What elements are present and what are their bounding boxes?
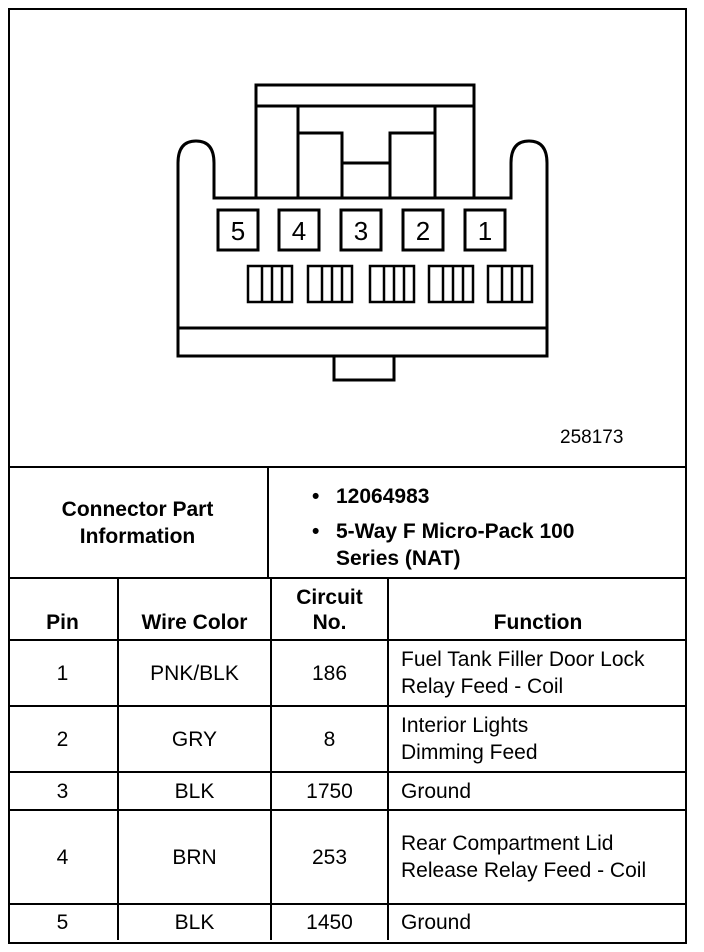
table-row xyxy=(8,810,687,904)
pin-label: 4 xyxy=(291,216,307,246)
connector-description: • 5-Way F Micro-Pack 100 Series (NAT) xyxy=(308,518,636,572)
table-header-row xyxy=(8,578,687,640)
wire-color-cell: PNK/BLK xyxy=(118,640,271,706)
pin-label: 1 xyxy=(477,216,493,246)
function-cell: Ground xyxy=(388,904,687,940)
header-pin: Pin xyxy=(8,578,118,640)
connector-info-label-text: Connector Part Information xyxy=(61,498,214,548)
function-cell: Rear Compartment Lid Release Relay Feed - Coil xyxy=(388,810,687,904)
pin-cell: 4 xyxy=(8,810,118,904)
wire-color-cell: BRN xyxy=(118,810,271,904)
table-row xyxy=(8,640,687,706)
pin-cell: 1 xyxy=(8,640,118,706)
pin-cell: 5 xyxy=(8,904,118,940)
function-cell: Ground xyxy=(388,772,687,810)
header-circuit-no: Circuit No. xyxy=(271,578,388,640)
pin-label: 3 xyxy=(353,216,369,246)
pin-label: 2 xyxy=(415,216,431,246)
table-row xyxy=(8,706,687,772)
header-function: Function xyxy=(388,578,687,640)
pin-table xyxy=(8,577,687,940)
wire-color-cell: BLK xyxy=(118,904,271,940)
connector-diagram xyxy=(8,8,687,468)
pin-cell: 2 xyxy=(8,706,118,772)
figure-id: 258173 xyxy=(560,427,624,448)
connector-info-label xyxy=(8,468,269,578)
pin-label: 5 xyxy=(230,216,246,246)
table-row xyxy=(8,904,687,940)
circuit-cell: 186 xyxy=(271,640,388,706)
header-wire-color: Wire Color xyxy=(118,578,271,640)
table-row xyxy=(8,772,687,810)
circuit-cell: 1750 xyxy=(271,772,388,810)
circuit-cell: 253 xyxy=(271,810,388,904)
pin-cell: 3 xyxy=(8,772,118,810)
circuit-cell: 8 xyxy=(271,706,388,772)
latch-outline xyxy=(256,85,474,198)
part-number: • 12064983 xyxy=(308,483,636,510)
bottom-tab xyxy=(334,356,394,380)
wire-color-cell: GRY xyxy=(118,706,271,772)
connector-info-list xyxy=(308,483,636,572)
function-cell: Interior Lights Dimming Feed xyxy=(388,706,687,772)
connector-drawing xyxy=(8,8,687,468)
function-cell: Fuel Tank Filler Door Lock Relay Feed - Coil xyxy=(388,640,687,706)
connector-info-row xyxy=(8,466,687,578)
wire-color-cell: BLK xyxy=(118,772,271,810)
circuit-cell: 1450 xyxy=(271,904,388,940)
